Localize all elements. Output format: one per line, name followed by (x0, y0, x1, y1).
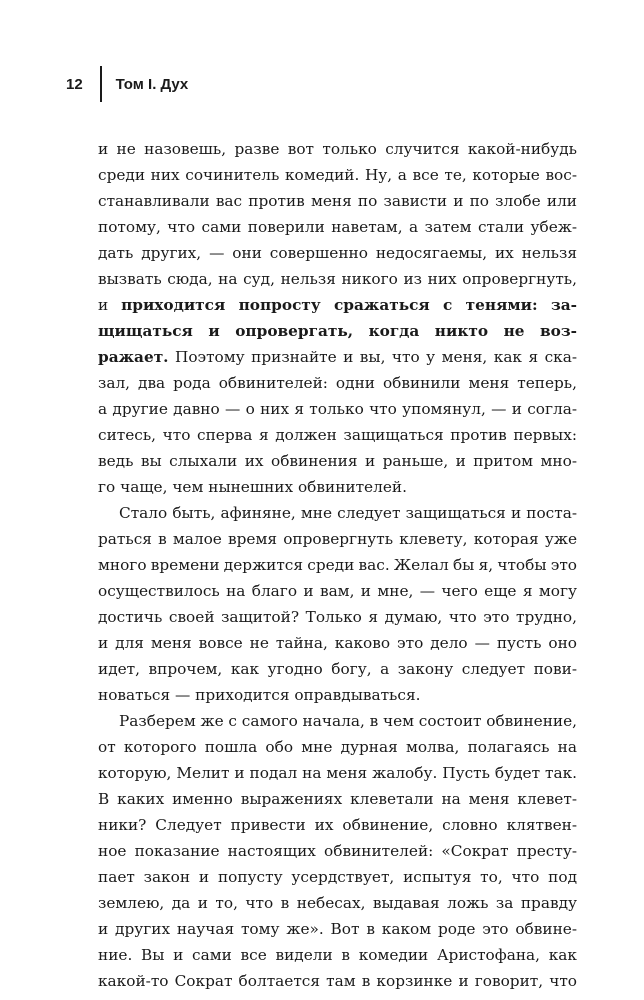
emphasis-run: щищаться и опровергать, когда никто не воз- (98, 322, 577, 340)
text-line: В каких именно выражениях клеветали на меня клевет- (98, 790, 577, 808)
text-line: которую, Мелит и подал на меня жалобу. Пусть будет так. (98, 764, 577, 782)
running-head (66, 66, 188, 102)
text-line: дать других, — они совершенно недосягаемы, их нельзя (98, 244, 577, 262)
text-line: осуществилось на благо и вам, и мне, — чего еще я могу (98, 582, 577, 600)
text-line: а другие давно — о них я только что упомянул, — и согла- (98, 400, 577, 418)
emphasis-run: приходится попросту сражаться с тенями: за- (121, 296, 578, 314)
text-line: ние. Вы и сами все видели в комедии Аристофана, как (98, 946, 577, 964)
text-run: Поэтому признайте и вы, что у меня, как я ска- (168, 348, 577, 366)
text-line: раться в малое время опровергнуть клевету, которая уже (98, 530, 577, 548)
text-line: ситесь, что сперва я должен защищаться против первых: (98, 426, 577, 444)
text-line: го чаще, чем нынешних обвинителей. (98, 478, 407, 496)
text-line: среди них сочинитель комедий. Ну, а все те, которые вос- (98, 166, 577, 184)
emphasis-run: ражает. (98, 348, 169, 366)
text-line: идет, впрочем, как угодно богу, а закону следует пови- (98, 660, 577, 678)
text-line: от которого пошла обо мне дурная молва, полагаясь на (98, 738, 577, 756)
text-line: и для меня вовсе не тайна, каково это дело — пусть оно (98, 634, 577, 652)
paragraph-3 (98, 708, 577, 994)
text-line: достичь своей защитой? Только я думаю, что это трудно, (98, 608, 577, 626)
paragraph-2 (98, 500, 577, 708)
text-line (98, 318, 577, 344)
text-line: и других научая тому же». Вот в каком роде это обвине- (98, 920, 577, 938)
text-line: вызвать сюда, на суд, нельзя никого из них опровергнуть, (98, 270, 577, 288)
text-line (98, 292, 577, 318)
text-line: пает закон и попусту усердствует, испытуя то, что под (98, 868, 577, 886)
text-line: зал, два рода обвинителей: одни обвинили меня теперь, (98, 374, 577, 392)
text-line: какой-то Сократ болтается там в корзинке и говорит, что (98, 972, 577, 990)
page-number: 12 (66, 75, 83, 93)
text-line: и не назовешь, разве вот только случится какой-нибудь (98, 140, 577, 158)
text-line (98, 344, 577, 370)
text-line: ведь вы слыхали их обвинения и раньше, и притом мно- (98, 452, 577, 470)
header-divider (100, 66, 102, 102)
text-line: Стало быть, афиняне, мне следует защищаться и поста- (119, 504, 577, 522)
text-line: новаться — приходится оправдываться. (98, 686, 421, 704)
running-title: Том I. Дух (115, 75, 189, 93)
text-run: и (98, 296, 122, 314)
text-line: ное показание настоящих обвинителей: «Сократ престу- (98, 842, 577, 860)
paragraph-1 (98, 136, 577, 500)
text-line: Разберем же с самого начала, в чем состоит обвинение, (119, 712, 578, 730)
text-line: потому, что сами поверили наветам, а затем стали убеж- (98, 218, 577, 236)
text-line: ники? Следует привести их обвинение, словно клятвен- (98, 816, 577, 834)
text-line: станавливали вас против меня по зависти и по злобе или (98, 192, 577, 210)
body-text (98, 136, 577, 994)
text-line: землею, да и то, что в небесах, выдавая ложь за правду (98, 894, 577, 912)
text-line: много времени держится среди вас. Желал бы я, чтобы это (98, 556, 578, 574)
